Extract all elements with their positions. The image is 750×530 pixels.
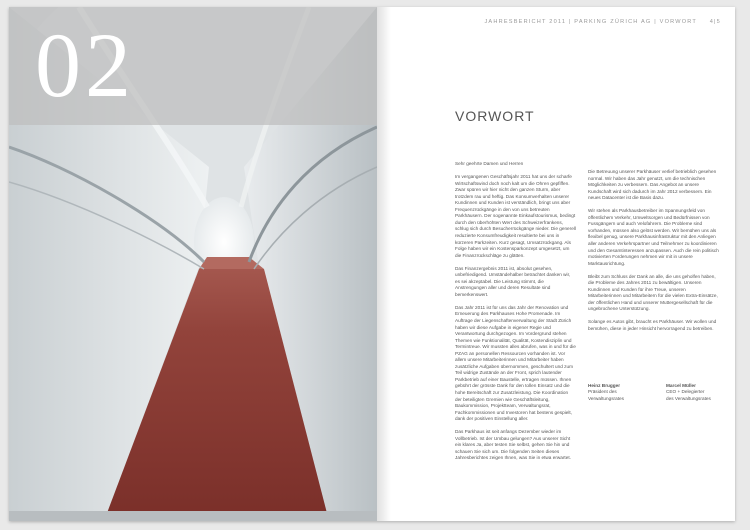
paragraph: Das Jahr 2011 ist für uns das Jahr der Renovation und Erneuerung des Parkhauses Hohe Promenade. Im Auftrage der Liegenschaftenverwaltung der Stadt Zürich haben wir diese Aufgabe in eigener Regie und Verantwortung durchgezogen. Im Vordergrund stehen Themen wie Funktionalität, Qualität, Kostendisziplin und Termintreue. Wir mussten alles abrufen, was in und für die PZAG an personellen Ressourcen vorhanden ist. Vor allem unsere Mitarbeiterinnen und Mitarbeiter haben zusätzliche Aufgaben übernommen, geschultert und zum Teil widrige Zustände an der Front, sprich lautender Parkbetrieb auf einer Baustelle, ertragen müssen. Ihnen gebührt der grösste Dank für den tollen Einsatz und die hohe Bereitschaft zur Zusatzleistung. Die Koordination der beteiligten Gremien wie Geschäftsleitung, Baukommission, Projektteam, Verwaltungsrat, Fachkommissionen und Investoren hat bestens gespielt, dank der positiven Einstellung aller. [455,304,576,422]
paragraph: Im vergangenen Geschäftsjahr 2011 hat uns der scharfe Wirtschaftswind doch noch kalt um die Ohren gepfiffen. Zwar spüren wir hier nicht den ganzen Sturm, aber trotzdem rau und heftig. Das Konsumverhalten unserer Kundinnen und Kunden ist verständlich, bringt uns aber Frequenzrückgänge in den von uns betreuten Parkhäusern. Der sogenannte Einkaufstourismus, bedingt durch den überhöhten Wert des Schweizerfrankens, schlug sich durch Besucherrückgänge nieder. Die generell reduzierte Konsumfreudigkeit resultierte bei uns in kürzeren Parkzeiten. Kurz gesagt, Umsatzrückgang. Als Folge haben wir ein Kostensparkonzept umgesetzt, um die Finanzrückschläge zu glätten. [455,174,576,258]
running-header-text: JAHRESBERICHT 2011 | PARKING ZÜRICH AG | VORWORT [484,19,697,25]
right-page [377,7,735,521]
report-spread [9,7,735,521]
signatory-name: Heinz Brugger [588,383,621,388]
salutation: Sehr geehrte Damen und Herren [455,161,524,166]
paragraph: Solange es Autos gibt, braucht es Parkhäuser. Wir wollen und bemühen, diese in jeder Hinsicht hervorragend zu betreiben. [588,319,717,331]
left-page [9,7,377,521]
signatory-name: Marcel Müller [666,383,696,388]
text-column-right [588,169,719,339]
signatory-role: Verwaltungsrates [588,395,624,401]
signatory-role: Präsident des [588,389,617,395]
paragraph: Bleibt zum Schluss der Dank an alle, die uns geholfen haben, die Probleme des Jahres 2011 zu bewältigen. Unseren Kundinnen und Kunden für ihre Treue, unseren Mitarbeiterinnen und Mitarbeitern für die vielen Extra-Einsätze, der öffentlichen Hand und unserer Muttergesellschaft für die ungebrochene Unterstützung. [588,273,718,312]
paragraph: Die Betreuung unserer Parkhäuser verlief betrieblich gesehen normal. Wir haben das Jahr genutzt, um die technischen Möglichkeiten zu verbessern. Das Angebot an unsere Kundschaft wird sich dadurch im Jahr 2012 verbessern. Ein neues Datacenter ist die Basis dazu. [588,169,717,201]
text-column-left [455,161,576,468]
running-header [484,19,721,25]
signature-ceo [666,383,735,402]
signature-president [588,383,668,402]
paragraph: Das Parkhaus ist seit anfangs Dezember wieder im Vollbetrieb. Ist der Umbau gelungen? Aus unserer Sicht ein klares Ja, aber testen Sie selbst, gehen Sie hin und schauen Sie sich um. Die folgenden Seiten dieses Jahresberichtes zeigen Ihnen, was Sie in etwa erwartet. [455,429,571,461]
chapter-number: 02 [35,14,135,116]
page-number: 4|5 [709,19,721,25]
paragraph: Wir stehen als Parkhausbetreiber im Spannungsfeld von öffentlichem Verkehr, Umweltsorgen und Bedürfnissen von Fussgängern und auch Velofahrern. Die Probleme sind vorhanden, müssen also gelöst werden. Wir bemühen uns als flexibel genug, unsere Parkhausinfrastruktur mit den Anliegen aller anderen Verkehrspartner und Teilnehmer zu koordinieren und den Gesamtinteressen anzupassen. Auch die rein politisch motivierten Forderungen nehmen wir mit in unsere Marktausrichtung. [588,208,719,266]
paragraph: Das Finanzergebnis 2011 ist, absolut gesehen, unbefriedigend. Umständehalber betrachtet danken wir, es sei akzeptabel. Die Leistung stimmt, die Anstrengungen aller und deren Resultate sind bemerkenswert. [455,265,571,297]
signatory-role: CEO + Delegierter [666,389,705,395]
section-title: VORWORT [455,108,535,124]
signatory-role: des Verwaltungsrates [666,395,711,401]
